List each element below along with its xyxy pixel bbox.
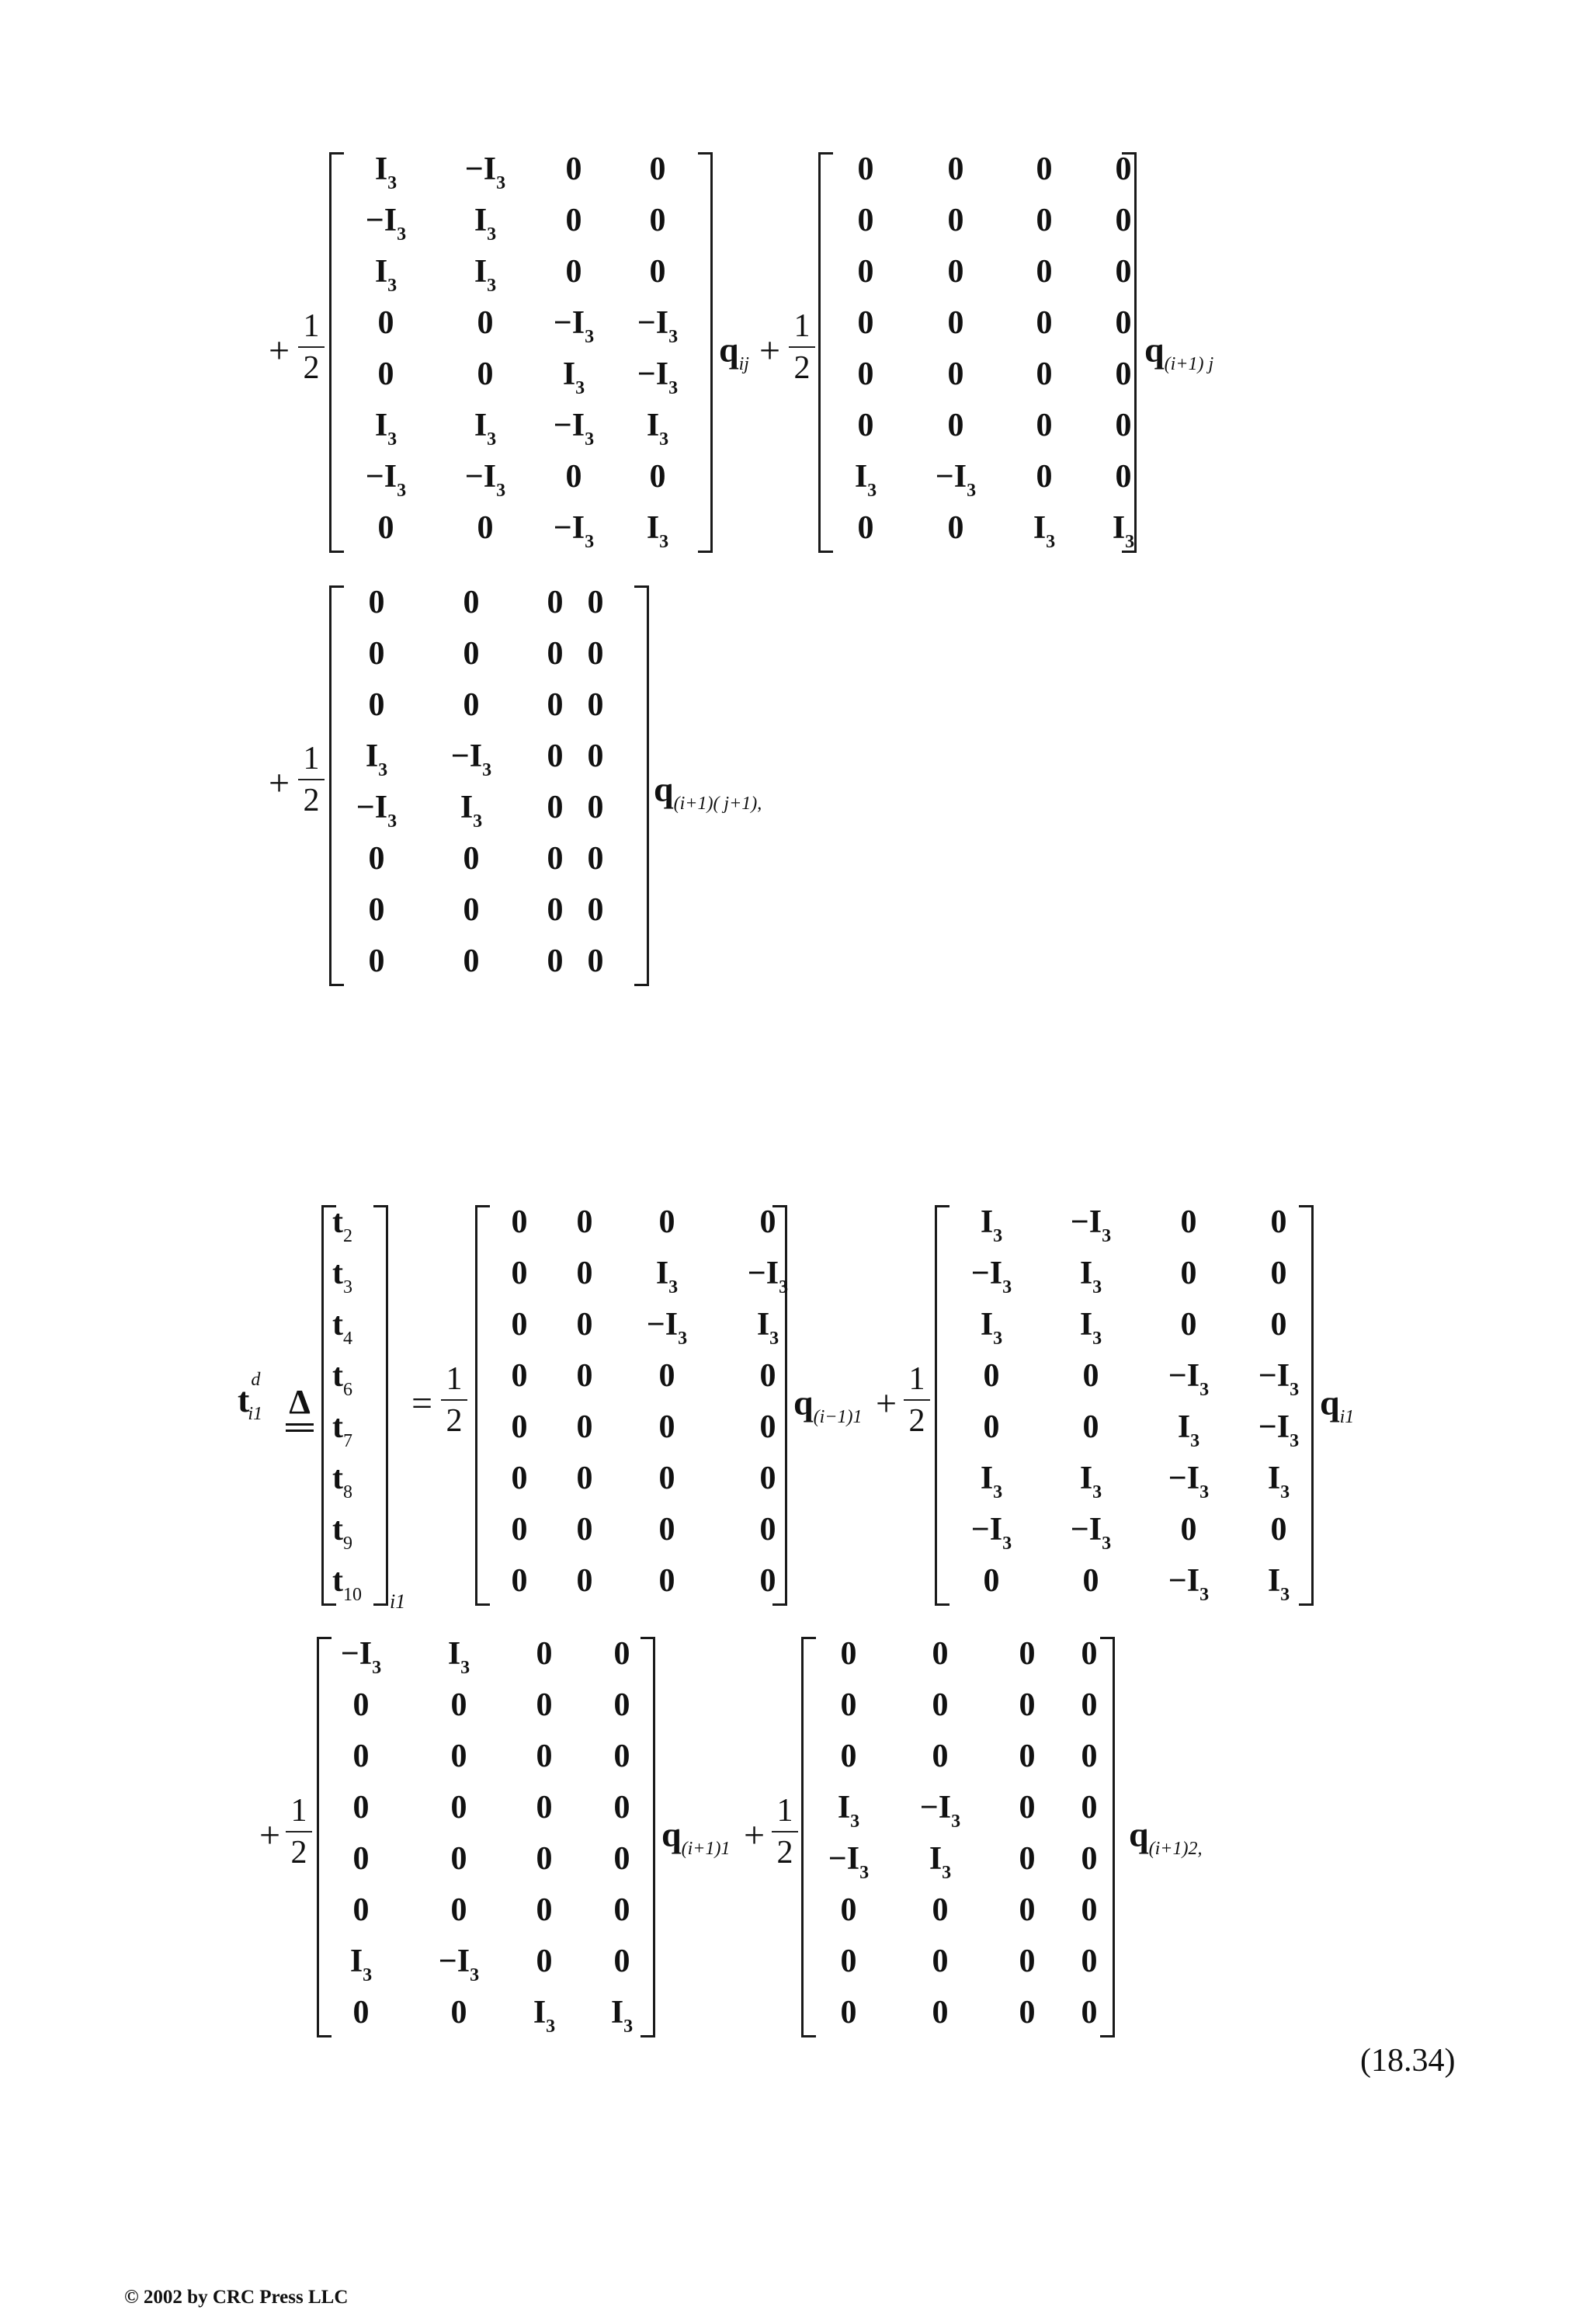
matrix-cell: 0 (463, 841, 480, 877)
q-i1-j1: $q_{(i+1)( j+1),}$ (654, 769, 762, 814)
matrix-cell: 0 (450, 1790, 467, 1826)
matrix-cell: 0 (368, 687, 385, 723)
matrix-cell: 0 (840, 1892, 857, 1928)
matrix-cell: 0 (536, 1892, 553, 1928)
matrix-cell: 0 (368, 892, 385, 928)
matrix-cell: 0 (511, 1512, 528, 1548)
matrix-cell: 0 (1036, 254, 1053, 290)
half-fraction: 1 2 (441, 1360, 467, 1440)
matrix-cell: 0 (368, 943, 385, 979)
matrix-cell: 0 (450, 1841, 467, 1877)
half-fraction: 1 2 (904, 1360, 930, 1440)
matrix-cell: 0 (547, 790, 564, 825)
matrix-cell: $I_3$ (1033, 510, 1056, 552)
matrix-cell: 0 (1270, 1256, 1287, 1291)
matrix-cell: 0 (1036, 459, 1053, 495)
matrix-cell: 0 (450, 1687, 467, 1723)
matrix-cell: 0 (1180, 1512, 1197, 1548)
t-vector-entry: $t_6$ (332, 1358, 352, 1400)
matrix-cell: 0 (1019, 1892, 1036, 1928)
matrix-1 (329, 152, 713, 553)
matrix-cell: 0 (587, 636, 604, 672)
matrix-cell: 0 (983, 1409, 1000, 1445)
matrix-cell: 0 (658, 1409, 675, 1445)
matrix-cell: 0 (1115, 408, 1132, 443)
matrix-cell: 0 (565, 254, 582, 290)
q-ip1-1: $q_{(i+1)1}$ (661, 1815, 731, 1859)
matrix-cell: 0 (1082, 1563, 1099, 1599)
matrix-cell: 0 (932, 1995, 949, 2030)
matrix-cell: $I_3$ (1079, 1461, 1102, 1502)
matrix-cell: 0 (368, 585, 385, 620)
copyright-footer: © 2002 by CRC Press LLC (124, 2287, 349, 2308)
matrix-cell: 0 (1082, 1358, 1099, 1394)
matrix-cell: 0 (658, 1461, 675, 1496)
matrix-cell: 0 (857, 510, 874, 546)
matrix-cell: 0 (1115, 305, 1132, 341)
matrix-cell: 0 (511, 1563, 528, 1599)
matrix-cell: 0 (983, 1358, 1000, 1394)
matrix-cell: 0 (587, 687, 604, 723)
matrix-cell: 0 (840, 1995, 857, 2030)
matrix-cell: 0 (759, 1512, 776, 1548)
matrix-cell: 0 (649, 203, 666, 238)
matrix-cell: 0 (1115, 459, 1132, 495)
matrix-cell: 0 (377, 510, 394, 546)
matrix-cell: 0 (1036, 203, 1053, 238)
matrix-cell: 0 (658, 1204, 675, 1240)
matrix-cell: 0 (1180, 1307, 1197, 1343)
matrix-cell: $-I_3$ (553, 408, 595, 450)
matrix-cell: $-I_3$ (970, 1512, 1012, 1554)
matrix-cell: 0 (840, 1739, 857, 1774)
matrix-cell: 0 (658, 1512, 675, 1548)
matrix-cell: 0 (1036, 151, 1053, 187)
matrix-cell: 0 (759, 1409, 776, 1445)
t-vector-entry: $t_9$ (332, 1512, 352, 1554)
plus-sign: + (269, 763, 290, 804)
matrix-cell: 0 (1081, 1995, 1098, 2030)
matrix-cell: $-I_3$ (464, 459, 506, 501)
plus-sign: + (876, 1383, 897, 1424)
matrix-cell: 0 (576, 1409, 593, 1445)
matrix-cell: $I_3$ (474, 408, 497, 450)
matrix-6 (317, 1637, 655, 2037)
matrix-4 (475, 1205, 787, 1606)
t-vector-entry: $t_7$ (332, 1409, 352, 1451)
matrix-cell: 0 (511, 1204, 528, 1240)
matrix-cell: $I_3$ (474, 254, 497, 296)
matrix-cell: 0 (1270, 1204, 1287, 1240)
t-vector-entry: $t_{10}$ (332, 1563, 362, 1605)
matrix-cell: $-I_3$ (637, 305, 679, 347)
matrix-cell: $I_3$ (610, 1995, 634, 2037)
matrix-cell: 0 (1180, 1204, 1197, 1240)
matrix-cell: $-I_3$ (1070, 1204, 1112, 1246)
matrix-cell: 0 (1081, 1790, 1098, 1826)
matrix-cell: $I_3$ (349, 1944, 373, 1985)
matrix-3 (329, 585, 649, 986)
matrix-cell: 0 (1180, 1256, 1197, 1291)
q-i-1: $q_{i1}$ (1320, 1383, 1355, 1427)
matrix-cell: $-I_3$ (464, 151, 506, 193)
matrix-cell: $-I_3$ (1258, 1409, 1300, 1451)
matrix-cell: 0 (536, 1841, 553, 1877)
matrix-cell: $I_3$ (929, 1841, 952, 1883)
matrix-cell: $I_3$ (1177, 1409, 1200, 1451)
matrix-cell: $-I_3$ (340, 1636, 382, 1678)
equation-number: (18.34) (1360, 2043, 1456, 2079)
matrix-cell: $-I_3$ (365, 459, 407, 501)
matrix-cell: 0 (932, 1739, 949, 1774)
matrix-cell: $I_3$ (837, 1790, 860, 1832)
matrix-cell: 0 (547, 585, 564, 620)
matrix-cell: 0 (983, 1563, 1000, 1599)
matrix-cell: 0 (587, 790, 604, 825)
matrix-cell: $I_3$ (365, 738, 388, 780)
matrix-cell: $-I_3$ (637, 356, 679, 398)
matrix-cell: $I_3$ (646, 408, 669, 450)
matrix-cell: 0 (547, 892, 564, 928)
matrix-cell: 0 (1115, 254, 1132, 290)
matrix-cell: 0 (547, 943, 564, 979)
matrix-cell: 0 (840, 1944, 857, 1979)
matrix-cell: $I_3$ (460, 790, 483, 832)
matrix-cell: $-I_3$ (438, 1944, 480, 1985)
matrix-cell: 0 (1019, 1944, 1036, 1979)
matrix-cell: 0 (1019, 1636, 1036, 1672)
matrix-cell: 0 (1019, 1995, 1036, 2030)
matrix-cell: 0 (377, 356, 394, 392)
matrix-cell: 0 (1081, 1944, 1098, 1979)
matrix-cell: $I_3$ (1079, 1307, 1102, 1349)
matrix-cell: 0 (1115, 356, 1132, 392)
matrix-cell: 0 (352, 1687, 370, 1723)
matrix-cell: $I_3$ (854, 459, 877, 501)
matrix-cell: $I_3$ (1267, 1563, 1290, 1605)
matrix-cell: 0 (352, 1995, 370, 2030)
matrix-cell: 0 (587, 738, 604, 774)
matrix-cell: 0 (477, 305, 494, 341)
matrix-cell: 0 (536, 1739, 553, 1774)
plus-sign: + (744, 1815, 765, 1856)
matrix-cell: 0 (587, 892, 604, 928)
matrix-cell: 0 (511, 1461, 528, 1496)
matrix-cell: 0 (565, 459, 582, 495)
matrix-cell: 0 (947, 151, 964, 187)
matrix-cell: $-I_3$ (450, 738, 492, 780)
matrix-cell: 0 (576, 1307, 593, 1343)
matrix-cell: 0 (947, 408, 964, 443)
matrix-cell: 0 (511, 1358, 528, 1394)
matrix-cell: 0 (477, 356, 494, 392)
matrix-cell: 0 (368, 636, 385, 672)
matrix-5 (935, 1205, 1314, 1606)
matrix-cell: $-I_3$ (747, 1256, 789, 1297)
equals-sign: = (411, 1383, 433, 1424)
matrix-cell: 0 (576, 1204, 593, 1240)
matrix-cell: 0 (857, 203, 874, 238)
matrix-cell: $I_3$ (980, 1307, 1003, 1349)
matrix-cell: 0 (1036, 305, 1053, 341)
t-vector-entry: $t_4$ (332, 1307, 352, 1349)
matrix-cell: 0 (857, 254, 874, 290)
matrix-cell: $I_3$ (374, 151, 398, 193)
matrix-cell: 0 (547, 841, 564, 877)
matrix-cell: $I_3$ (1112, 510, 1135, 552)
q-ip1-2: $q_{(i+1)2,}$ (1129, 1815, 1203, 1859)
half-fraction: 1 2 (772, 1792, 798, 1871)
matrix-cell: 0 (613, 1841, 630, 1877)
half-fraction: 1 2 (789, 307, 815, 387)
matrix-cell: 0 (649, 459, 666, 495)
matrix-cell: $-I_3$ (1168, 1461, 1210, 1502)
matrix-cell: 0 (759, 1204, 776, 1240)
matrix-cell: 0 (463, 585, 480, 620)
matrix-cell: 0 (536, 1790, 553, 1826)
matrix-cell: 0 (547, 636, 564, 672)
matrix-cell: 0 (857, 151, 874, 187)
matrix-cell: 0 (576, 1256, 593, 1291)
matrix-cell: 0 (932, 1944, 949, 1979)
t-vector-entry: $t_2$ (332, 1204, 352, 1246)
matrix-7 (801, 1637, 1115, 2037)
definition-delta-symbol: Δ (286, 1385, 314, 1432)
matrix-cell: $I_3$ (756, 1307, 779, 1349)
matrix-cell: 0 (1019, 1841, 1036, 1877)
matrix-cell: $I_3$ (374, 254, 398, 296)
matrix-cell: 0 (857, 305, 874, 341)
matrix-cell: 0 (857, 408, 874, 443)
matrix-cell: $-I_3$ (1168, 1358, 1210, 1400)
matrix-cell: 0 (947, 510, 964, 546)
matrix-cell: $-I_3$ (553, 305, 595, 347)
matrix-cell: 0 (352, 1841, 370, 1877)
matrix-cell: $I_3$ (474, 203, 497, 245)
matrix-cell: 0 (1019, 1739, 1036, 1774)
matrix-cell: 0 (450, 1995, 467, 2030)
matrix-cell: $I_3$ (980, 1461, 1003, 1502)
matrix-cell: $-I_3$ (646, 1307, 688, 1349)
t-i1-d: $t^d_{i1}$ (238, 1369, 262, 1424)
matrix-cell: $-I_3$ (553, 510, 595, 552)
q-ij: $q_{ij}$ (719, 330, 749, 374)
matrix-cell: 0 (511, 1256, 528, 1291)
matrix-cell: 0 (613, 1739, 630, 1774)
matrix-cell: 0 (649, 151, 666, 187)
half-fraction: 1 2 (286, 1792, 312, 1871)
matrix-cell: $-I_3$ (935, 459, 977, 501)
matrix-cell: 0 (1115, 151, 1132, 187)
t-vector-entry: $t_8$ (332, 1461, 352, 1502)
matrix-cell: 0 (613, 1944, 630, 1979)
matrix-cell: 0 (932, 1636, 949, 1672)
plus-sign: + (259, 1815, 281, 1856)
matrix-cell: 0 (759, 1563, 776, 1599)
matrix-cell: 0 (536, 1687, 553, 1723)
matrix-cell: $I_3$ (655, 1256, 679, 1297)
matrix-cell: 0 (840, 1636, 857, 1672)
plus-sign: + (269, 330, 290, 371)
matrix-cell: $I_3$ (374, 408, 398, 450)
matrix-cell: 0 (547, 738, 564, 774)
matrix-cell: 0 (658, 1563, 675, 1599)
matrix-cell: 0 (1081, 1687, 1098, 1723)
matrix-cell: 0 (536, 1636, 553, 1672)
plus-sign: + (759, 330, 781, 371)
half-fraction: 1 2 (298, 740, 325, 819)
matrix-cell: $I_3$ (533, 1995, 556, 2037)
t-vector (321, 1205, 388, 1606)
matrix-cell: 0 (576, 1512, 593, 1548)
matrix-cell: $-I_3$ (356, 790, 398, 832)
matrix-cell: 0 (613, 1687, 630, 1723)
matrix-cell: 0 (576, 1358, 593, 1394)
matrix-cell: 0 (613, 1636, 630, 1672)
matrix-cell: 0 (759, 1358, 776, 1394)
matrix-cell: 0 (932, 1892, 949, 1928)
matrix-cell: 0 (649, 254, 666, 290)
matrix-cell: 0 (565, 203, 582, 238)
matrix-cell: 0 (613, 1790, 630, 1826)
matrix-cell: $I_3$ (980, 1204, 1003, 1246)
matrix-cell: 0 (947, 203, 964, 238)
t-vector-entry: $t_3$ (332, 1256, 352, 1297)
matrix-cell: $I_3$ (562, 356, 585, 398)
matrix-cell: 0 (377, 305, 394, 341)
matrix-cell: 0 (463, 687, 480, 723)
matrix-cell: 0 (1019, 1790, 1036, 1826)
matrix-cell: 0 (463, 892, 480, 928)
half-fraction: 1 2 (298, 307, 325, 387)
matrix-cell: $-I_3$ (828, 1841, 870, 1883)
matrix-cell: $-I_3$ (970, 1256, 1012, 1297)
matrix-cell: 0 (1036, 408, 1053, 443)
matrix-cell: 0 (450, 1892, 467, 1928)
matrix-cell: $I_3$ (646, 510, 669, 552)
matrix-cell: $I_3$ (447, 1636, 470, 1678)
matrix-cell: 0 (450, 1739, 467, 1774)
matrix-cell: 0 (587, 585, 604, 620)
matrix-cell: 0 (1081, 1892, 1098, 1928)
matrix-cell: $I_3$ (1079, 1256, 1102, 1297)
matrix-cell: $-I_3$ (1070, 1512, 1112, 1554)
matrix-cell: 0 (565, 151, 582, 187)
matrix-cell: 0 (576, 1563, 593, 1599)
matrix-cell: 0 (1081, 1636, 1098, 1672)
matrix-cell: 0 (1019, 1687, 1036, 1723)
matrix-cell: 0 (587, 841, 604, 877)
matrix-cell: $-I_3$ (1168, 1563, 1210, 1605)
matrix-cell: $-I_3$ (365, 203, 407, 245)
matrix-cell: 0 (1115, 203, 1132, 238)
matrix-cell: 0 (947, 254, 964, 290)
matrix-cell: 0 (932, 1687, 949, 1723)
q-im1-1: $q_{(i-1)1}$ (793, 1383, 863, 1427)
matrix-cell: 0 (840, 1687, 857, 1723)
matrix-cell: 0 (576, 1461, 593, 1496)
matrix-cell: 0 (352, 1739, 370, 1774)
matrix-cell: 0 (1036, 356, 1053, 392)
matrix-cell: 0 (1082, 1409, 1099, 1445)
t-vector-subscript: i1 (390, 1590, 406, 1613)
matrix-cell: 0 (1081, 1841, 1098, 1877)
q-i1-j: $q_{(i+1) j}$ (1144, 330, 1214, 374)
matrix-2 (818, 152, 1137, 553)
matrix-cell: 0 (1081, 1739, 1098, 1774)
matrix-cell: 0 (352, 1790, 370, 1826)
matrix-cell: 0 (463, 943, 480, 979)
matrix-cell: 0 (1270, 1307, 1287, 1343)
matrix-cell: 0 (587, 943, 604, 979)
matrix-cell: $-I_3$ (919, 1790, 961, 1832)
matrix-cell: 0 (1270, 1512, 1287, 1548)
matrix-cell: $-I_3$ (1258, 1358, 1300, 1400)
matrix-cell: 0 (463, 636, 480, 672)
matrix-cell: 0 (658, 1358, 675, 1394)
matrix-cell: 0 (547, 687, 564, 723)
matrix-cell: 0 (759, 1461, 776, 1496)
matrix-cell: 0 (947, 305, 964, 341)
matrix-cell: 0 (352, 1892, 370, 1928)
matrix-cell: 0 (947, 356, 964, 392)
matrix-cell: 0 (368, 841, 385, 877)
matrix-cell: 0 (511, 1307, 528, 1343)
matrix-cell: $I_3$ (1267, 1461, 1290, 1502)
matrix-cell: 0 (613, 1892, 630, 1928)
matrix-cell: 0 (511, 1409, 528, 1445)
matrix-cell: 0 (477, 510, 494, 546)
matrix-cell: 0 (857, 356, 874, 392)
matrix-cell: 0 (536, 1944, 553, 1979)
